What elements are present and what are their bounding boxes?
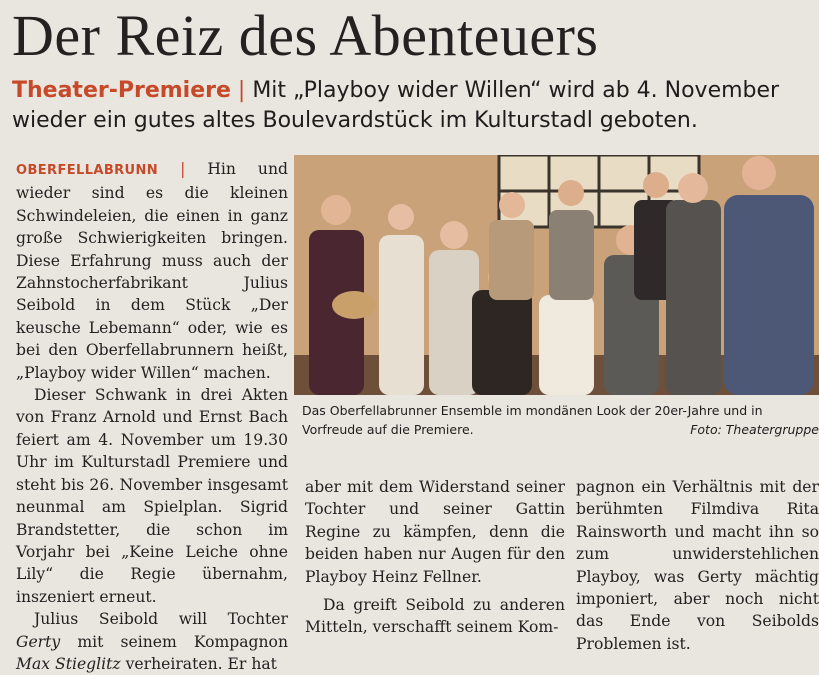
- article-column-3: [576, 476, 819, 655]
- kicker: Theater-Premiere: [12, 78, 231, 103]
- paragraph-text: mit seinem Kompagnon: [77, 632, 288, 651]
- ensemble-photo: [294, 155, 819, 395]
- article-paragraph: Dieser Schwank in drei Akten von Franz Arnold und Ernst Bach feiert am 4. November um 19.30 Uhr im Kulturstadl Premiere und steht bis 26. November insgesamt neunmal am Spielplan. Sigrid Brandstetter, die schon im Vorjahr bei „Keine Leiche ohne Lily“ die Regie übernahm, inszeniert erneut.: [16, 386, 288, 606]
- caption-text: Das Oberfellabrunner Ensemble im mondänen Look der 20er-Jahre und in Vorfreude auf die Premiere.: [302, 403, 763, 437]
- dateline: OBERFELLABRUNN: [16, 163, 159, 178]
- kicker-separator: |: [237, 78, 246, 103]
- headline: Der Reiz des Abenteuers: [12, 3, 599, 68]
- article-paragraph: aber mit dem Widerstand seiner Tochter und seiner Gattin Regine zu kämpfen, denn die beiden haben nur Augen für den Playboy Heinz Fellner.: [305, 478, 565, 586]
- ensemble-photo-illustration: [294, 155, 819, 395]
- article-paragraph: [16, 158, 288, 384]
- subheadline: [12, 76, 807, 136]
- character-name: Gerty: [16, 632, 61, 651]
- article-paragraph: Da greift Seibold zu anderen Mitteln, verschafft seinem Kom-: [305, 596, 565, 637]
- article-paragraph: [16, 608, 288, 675]
- photo-credit: Foto: Theatergruppe: [690, 422, 819, 437]
- subhead-text: Mit „Playboy wider Willen“ wird ab 4. November wieder ein gutes altes Boulevardstück im Kulturstadl geboten.: [12, 78, 780, 133]
- photo-caption: [302, 401, 819, 439]
- paragraph-text: verheiraten. Er hat: [125, 654, 277, 673]
- article-paragraph: pagnon ein Verhältnis mit der berühmten Filmdiva Rita Rainsworth und macht ihn so zum unwiderstehlichen Playboy, was Gerty mächtig imponiert, aber noch nicht das Ende von Seibolds Problemen ist.: [576, 478, 819, 653]
- dateline-separator: |: [180, 160, 186, 178]
- article-column-2: [305, 476, 565, 639]
- article-column-1: [16, 158, 288, 675]
- character-name: Max Stieglitz: [16, 654, 121, 673]
- paragraph-text: Hin und wieder sind es die kleinen Schwindeleien, die einen in ganz große Schwierigkeiten bringen. Diese Erfahrung muss auch der Zahnstocherfabrikant Julius Seibold in dem Stück „Der keusche Lebemann“ oder, wie es bei den Oberfellabrunnern heißt, „Playboy wider Willen“ machen.: [16, 160, 288, 382]
- paragraph-text: Julius Seibold will Tochter: [34, 610, 288, 629]
